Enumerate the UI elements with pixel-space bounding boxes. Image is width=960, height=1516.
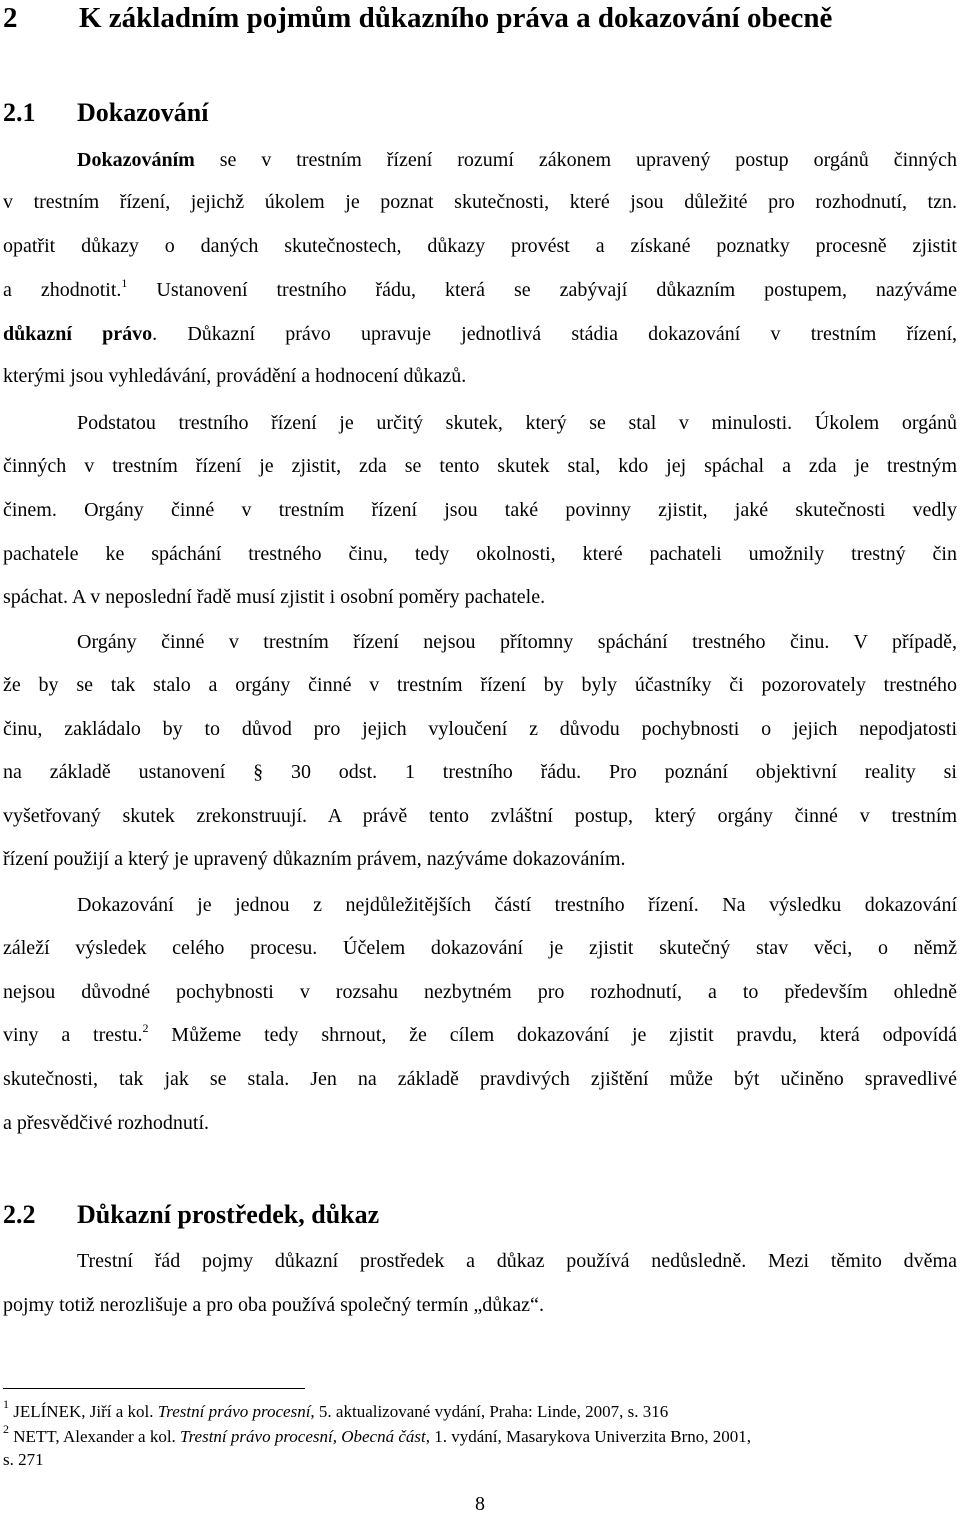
paragraph-line: skutečnosti, tak jak se stala. Jen na základě pravdivých zjištění může být učiněno spravedlivé <box>3 1068 957 1090</box>
footnote-ref: 1 <box>121 276 128 290</box>
paragraph-line: pachatele ke spáchání trestného činu, tedy okolnosti, které pachateli umožnily trestný čin <box>3 543 957 565</box>
text-run: Ustanovení trestního řádu, která se zabývají důkazním postupem, nazýváme <box>127 279 957 301</box>
text-run: Můžeme tedy shrnout, že cílem dokazování je zjistit pravdu, která odpovídá <box>148 1024 957 1046</box>
footnote-number: 1 <box>3 1397 9 1411</box>
paragraph-line <box>3 276 957 302</box>
page-number: 8 <box>475 1493 485 1515</box>
section-title: Dokazování <box>77 98 209 127</box>
footnote-ref: 2 <box>142 1021 149 1035</box>
paragraph-line: činu, zakládalo by to důvod pro jejich vyloučení z důvodu pochybnosti o jejich nepodjatosti <box>3 718 957 740</box>
paragraph-line: opatřit důkazy o daných skutečnostech, důkazy provést a získané poznatky procesně zjistit <box>3 235 957 257</box>
text-run: viny a trestu. <box>3 1024 143 1046</box>
text-run: se v trestním řízení rozumí zákonem upravený postup orgánů činných <box>194 149 957 171</box>
paragraph-line: Trestní řád pojmy důkazní prostředek a důkaz používá nedůsledně. Mezi těmito dvěma <box>77 1250 957 1272</box>
text-run: , 5. aktualizované vydání, Praha: Linde, 2007, s. 316 <box>310 1402 669 1421</box>
text-run: NETT, Alexander a kol. <box>9 1427 181 1446</box>
footnote-2 <box>3 1422 957 1447</box>
paragraph-line: kterými jsou vyhledávání, provádění a hodnocení důkazů. <box>3 365 467 387</box>
chapter-heading <box>3 2 832 35</box>
paragraph-line: na základě ustanovení § 30 odst. 1 trestního řádu. Pro poznání objektivní reality si <box>3 761 957 783</box>
paragraph-line: spáchat. A v neposlední řadě musí zjistit i osobní poměry pachatele. <box>3 586 546 608</box>
paragraph-line: v trestním řízení, jejichž úkolem je poznat skutečnosti, které jsou důležité pro rozhodnutí, tzn. <box>3 191 957 213</box>
paragraph-line: pojmy totiž nerozlišuje a pro oba používá společný termín „důkaz“. <box>3 1294 544 1316</box>
paragraph-line: záleží výsledek celého procesu. Účelem dokazování je zjistit skutečný stav věci, o němž <box>3 937 957 959</box>
chapter-number: 2 <box>3 2 18 34</box>
footnote-1 <box>3 1397 957 1422</box>
paragraph-line: činných v trestním řízení je zjistit, zda se tento skutek stal, kdo jej spáchal a zda je trestným <box>3 455 957 477</box>
footnote-separator <box>3 1388 305 1389</box>
paragraph-line: nejsou důvodné pochybnosti v rozsahu nezbytném pro rozhodnutí, a to především ohledně <box>3 981 957 1003</box>
paragraph-line: řízení použijí a který je upravený důkazním právem, nazýváme dokazováním. <box>3 848 626 870</box>
bold-term: Dokazováním <box>77 149 195 171</box>
paragraph-line <box>3 1021 957 1047</box>
footnote-number: 2 <box>3 1422 9 1436</box>
section-heading-dokazovani <box>3 98 208 128</box>
paragraph-line <box>77 149 957 172</box>
text-run: . Důkazní právo upravuje jednotlivá stádia dokazování v trestním řízení, <box>152 323 957 345</box>
citation-title: Trestní právo procesní, Obecná část <box>180 1427 426 1446</box>
footnote-2-continued: s. 271 <box>3 1450 44 1469</box>
paragraph-line: Podstatou trestního řízení je určitý skutek, který se stal v minulosti. Úkolem orgánů <box>77 412 957 434</box>
paragraph-line: vyšetřovaný skutek zrekonstruují. A právě tento zvláštní postup, který orgány činné v trestním <box>3 805 957 827</box>
text-run: a zhodnotit. <box>3 279 122 301</box>
section-heading-dukazni-prostredek <box>3 1200 379 1230</box>
chapter-title: K základním pojmům důkazního práva a dokazování obecně <box>79 2 833 34</box>
paragraph-line: Orgány činné v trestním řízení nejsou přítomny spáchání trestného činu. V případě, <box>77 631 957 653</box>
text-run: , 1. vydání, Masarykova Univerzita Brno, 2001, <box>425 1427 752 1446</box>
paragraph-line: Dokazování je jednou z nejdůležitějších částí trestního řízení. Na výsledku dokazování <box>77 894 957 916</box>
section-number: 2.2 <box>3 1200 36 1229</box>
paragraph-line <box>3 323 957 346</box>
paragraph-line: činem. Orgány činné v trestním řízení jsou také povinny zjistit, jaké skutečnosti vedly <box>3 499 957 521</box>
paragraph-line: a přesvědčivé rozhodnutí. <box>3 1112 210 1134</box>
section-title: Důkazní prostředek, důkaz <box>77 1200 380 1229</box>
text-run: JELÍNEK, Jiří a kol. <box>9 1402 158 1421</box>
section-number: 2.1 <box>3 98 36 127</box>
bold-term: důkazní právo <box>3 323 153 345</box>
paragraph-line: že by se tak stalo a orgány činné v trestním řízení by byly účastníky či pozorovately trestného <box>3 674 957 696</box>
citation-title: Trestní právo procesní <box>157 1402 311 1421</box>
